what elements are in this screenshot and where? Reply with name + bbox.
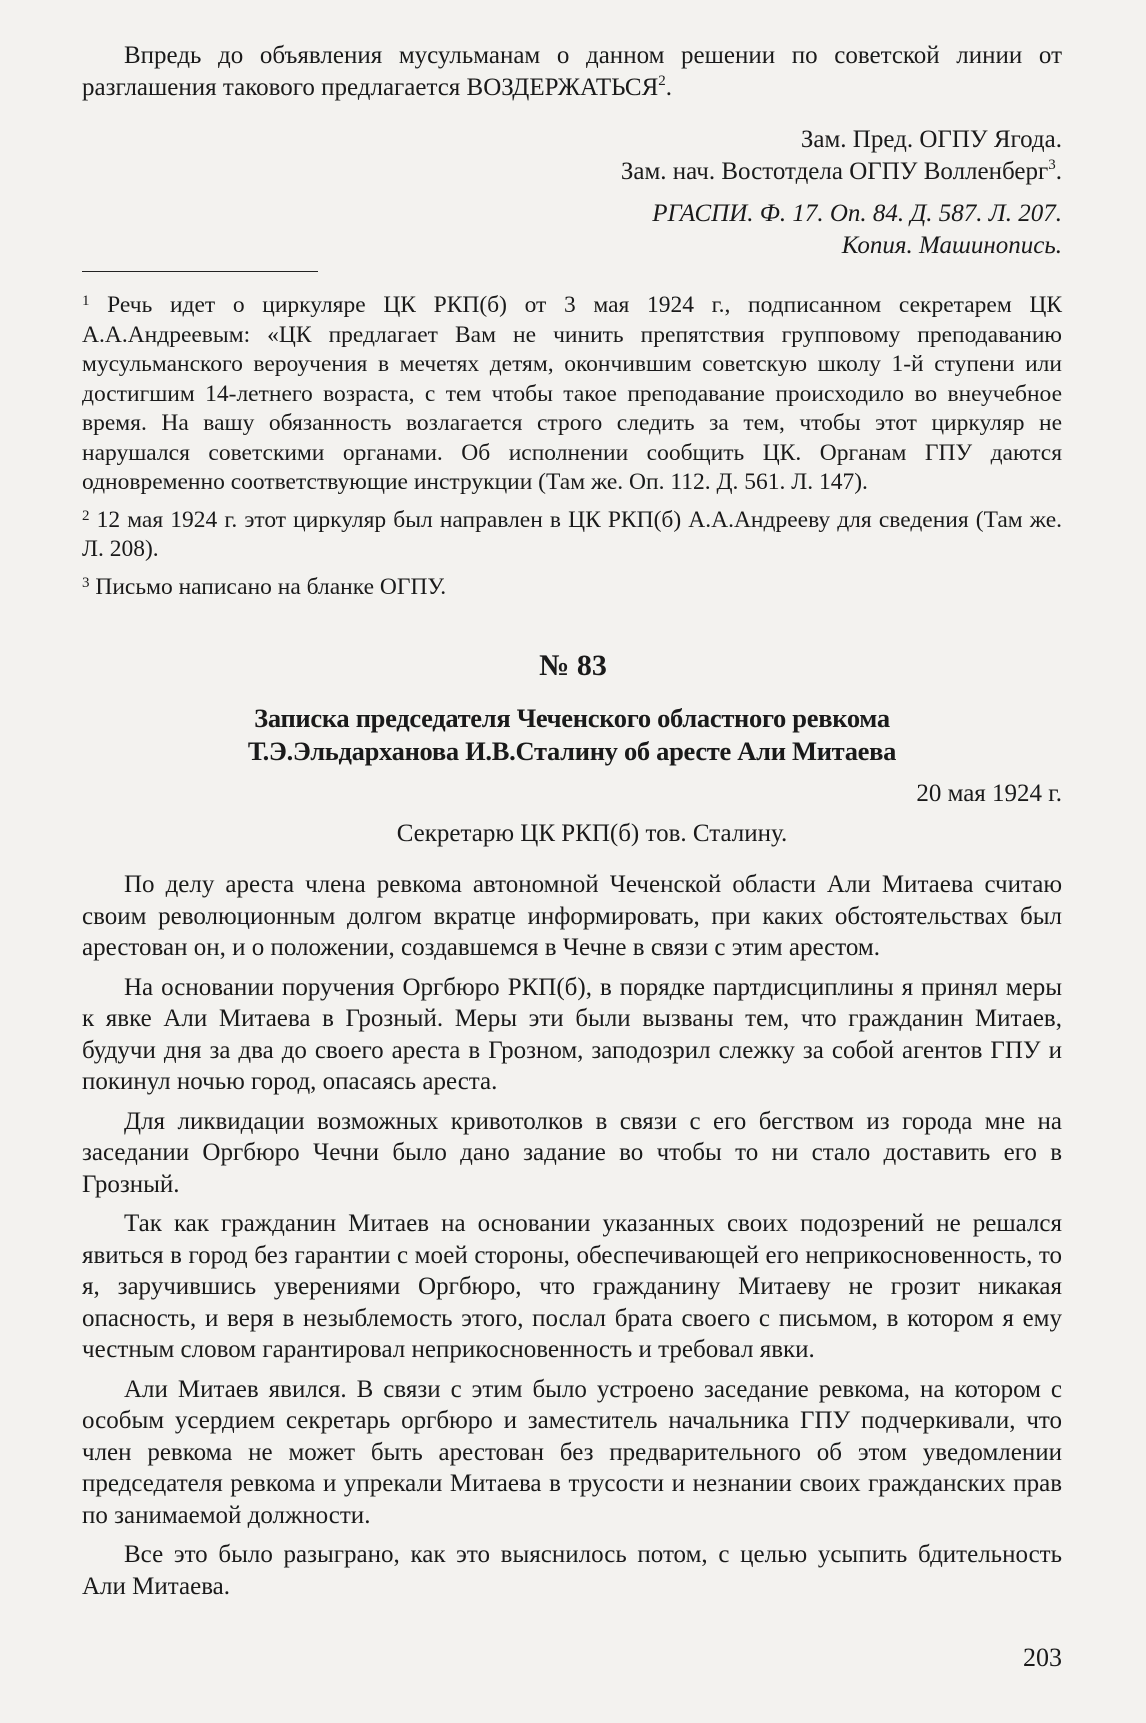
document-title [82,702,1062,768]
addressee-block [82,818,1062,850]
copy-note: Копия. Машинопись. [841,231,1062,259]
body-paragraph-1: По делу ареста члена ревкома автономной Чеченской области Али Митаева считаю своим революционным долгом вкратце информировать, при каких обстоятельствах был арестован он, и о положении, создавшемся в Чечне в связи с этим арестом. [82,871,1062,961]
footnote-1: $^1$ Речь идет о циркуляре ЦК РКП(б) от 3 мая 1924 г., подписанном секретарем ЦК А.А.Андреевым: «ЦК предлагает Вам не чинить препятствия групповому преподаванию мусульманского вероучения в мечетях детям, окончившим советскую школу 1-й ступени или достигшим 14-летнего возраста, с тем чтобы такое преподавание происходило во внеучебное время. На вашу обязанность возлагается строго следить за тем, чтобы этот циркуляр не нарушался советскими органами. Об исполнении сообщить ЦК. Органам ГПУ даются одновременно соответствующие инструкции (Там же. Оп. 112. Д. 561. Л. 147). [82,292,1062,495]
body-paragraph-2: На основании поручения Оргбюро РКП(б), в порядке партдисциплины я принял меры к явке Али Митаева в Грозный. Меры эти были вызваны тем, что гражданин Митаев, будучи дня за два до своего ареста в Грозном, заподозрил слежку за собой агентов ГПУ и покинул ночью город, опасаясь ареста. [82,973,1062,1095]
signature-line-2: Зам. нач. Востотдела ОГПУ Волленберг$^3$. [620,156,1062,185]
document-title-line-2: Т.Э.Эльдарханова И.В.Сталину об аресте Али Митаева [247,736,897,766]
letter-body [82,869,1062,1602]
footnote-ref-2: 2 [658,72,666,89]
archive-reference: РГАСПИ. Ф. 17. Оп. 84. Д. 587. Л. 207. [652,200,1062,227]
footnote-3: $^3$ Письмо написано на бланке ОГПУ. [82,573,447,600]
top-paragraph-block [82,40,1062,103]
archive-block [82,198,1062,261]
body-paragraph-4: Так как гражданин Митаев на основании указанных своих подозрений не решался явиться в город без гарантии с моей стороны, обеспечивающей его неприкосновенность, то я, заручившись уверениями Оргбюро, что гражданину Митаеву не грозит никакая опасность, и веря в незыблемость этого, послал брата своего с письмом, в котором я ему честным словом гарантировал неприкосновенность и требовал явки. [82,1210,1062,1363]
body-paragraph-3: Для ликвидации возможных кривотолков в связи с его бегством из города мне на заседании Оргбюро Чечни было дано задание во чтобы то ни стало доставить его в Грозный. [82,1107,1062,1198]
document-date: 20 мая 1924 г. [916,780,1062,807]
footnote-2: $^2$ 12 мая 1924 г. этот циркуляр был направлен в ЦК РКП(б) А.А.Андрееву для сведения (Там же. Л. 208). [82,506,1063,562]
document-title-line-1: Записка председателя Чеченского областного ревкома [254,703,890,733]
footnotes [82,291,1062,602]
addressee: Секретарю ЦК РКП(б) тов. Сталину. [396,820,788,847]
document-number: № 83 [539,649,607,682]
body-paragraph-5: Али Митаев явился. В связи с этим было устроено заседание ревкома, на котором с особым усердием секретарь оргбюро и заместитель начальника ГПУ подчеркивали, что член ревкома не может быть арестован без предварительного об этом уведомлении председателя ревкома и упрекали Митаева в трусости и незнании своих гражданских прав по занимаемой должности. [82,1375,1062,1529]
top-paragraph: Впредь до объявления мусульманам о данном решении по советской линии от разглашения такового предлагается ВОЗДЕРЖАТЬСЯ$^2$. [82,42,1062,101]
date-block [82,778,1062,810]
signature-block [82,124,1062,187]
signature-line-1: Зам. Пред. ОГПУ Ягода. [800,126,1062,153]
body-paragraph-6: Все это было разыграно, как это выяснилось потом, с целью усыпить бдительность Али Митаева. [82,1541,1062,1600]
page-number: 203 [1023,1643,1062,1672]
footnote-divider [82,271,318,272]
